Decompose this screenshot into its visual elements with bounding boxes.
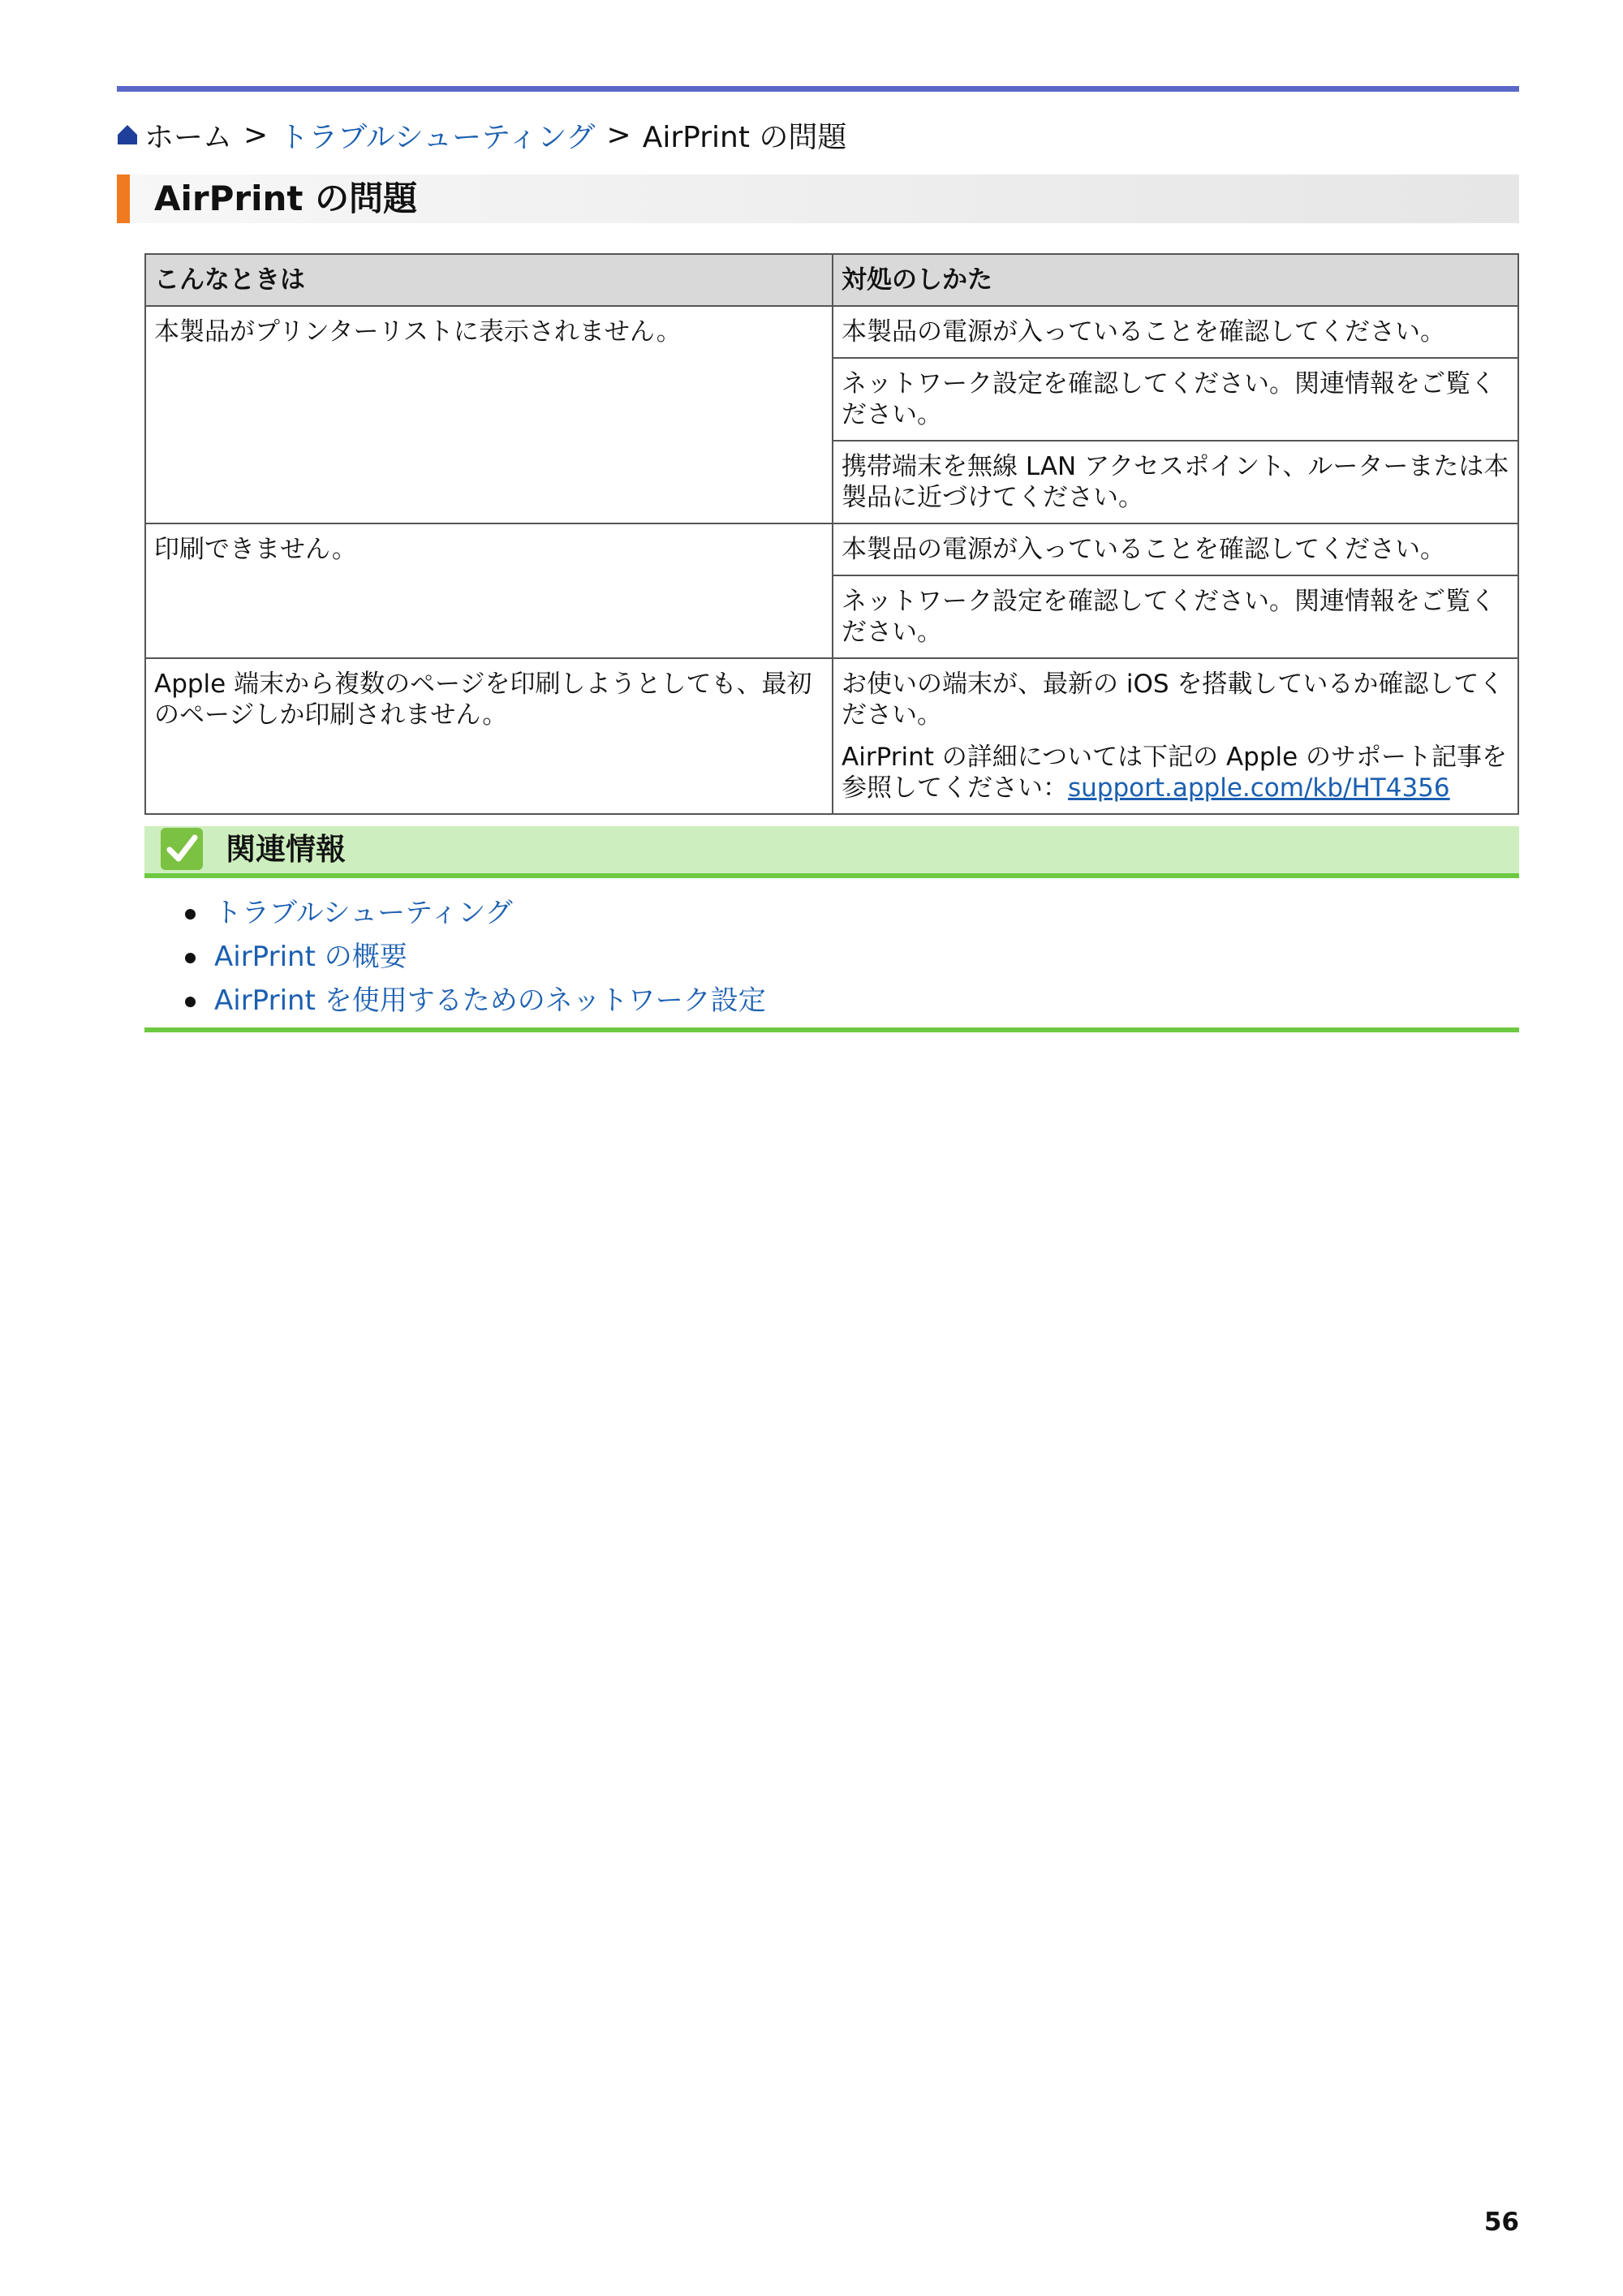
apple-support-link[interactable]: support.apple.com/kb/HT4356 — [1068, 773, 1450, 803]
table-row — [145, 523, 1518, 575]
header-solution: 対処のしかた — [833, 254, 1518, 306]
solution-cell: ネットワーク設定を確認してください。関連情報をご覧ください。 — [833, 575, 1518, 658]
bullet-icon — [185, 997, 196, 1007]
list-item — [144, 891, 1519, 935]
list-item — [144, 935, 1519, 979]
table-header-row — [145, 254, 1518, 306]
breadcrumb — [117, 114, 846, 156]
problem-cell: Apple 端末から複数のページを印刷しようとしても、最初のページしか印刷されません。 — [145, 658, 833, 814]
title-accent-bar — [117, 174, 130, 223]
bullet-icon — [185, 909, 196, 920]
breadcrumb-troubleshooting-link[interactable]: トラブルシューティング — [279, 120, 596, 154]
related-info-header — [144, 826, 1519, 878]
table-row — [145, 306, 1518, 358]
page-number: 56 — [1483, 2208, 1519, 2237]
solution-paragraph — [842, 742, 1509, 803]
top-rule — [117, 86, 1519, 92]
breadcrumb-separator: > — [243, 118, 269, 152]
related-info-title: 関連情報 — [226, 832, 346, 867]
checkmark-icon — [159, 826, 204, 872]
bullet-icon — [185, 953, 196, 963]
solution-cell: 本製品の電源が入っていることを確認してください。 — [833, 523, 1518, 575]
breadcrumb-home[interactable]: ホーム — [144, 120, 233, 154]
related-bottom-rule — [144, 1027, 1519, 1032]
home-icon[interactable] — [117, 123, 138, 146]
troubleshooting-table — [144, 253, 1519, 815]
solution-cell: 携帯端末を無線 LAN アクセスポイント、ルーターまたは本製品に近づけてください。 — [833, 441, 1518, 523]
table-row — [145, 658, 1518, 814]
solution-cell — [833, 658, 1518, 814]
solution-text: AirPrint の詳細については下記の Apple のサポート記事を参照してください： — [842, 743, 1508, 803]
solution-cell: 本製品の電源が入っていることを確認してください。 — [833, 306, 1518, 358]
problem-cell: 印刷できません。 — [145, 523, 833, 658]
solution-cell: ネットワーク設定を確認してください。関連情報をご覧ください。 — [833, 358, 1518, 441]
list-item — [144, 979, 1519, 1023]
related-link-troubleshooting[interactable]: トラブルシューティング — [214, 897, 513, 929]
related-link-airprint-network-settings[interactable]: AirPrint を使用するためのネットワーク設定 — [214, 984, 766, 1017]
breadcrumb-current: AirPrint の問題 — [642, 120, 847, 154]
page-title: AirPrint の問題 — [154, 179, 418, 218]
related-link-airprint-overview[interactable]: AirPrint の概要 — [214, 941, 407, 973]
related-info-list — [144, 891, 1519, 1023]
header-problem: こんなときは — [145, 254, 833, 306]
breadcrumb-separator: > — [606, 118, 631, 152]
title-bar — [117, 174, 1519, 223]
problem-cell: 本製品がプリンターリストに表示されません。 — [145, 306, 833, 523]
solution-paragraph: お使いの端末が、最新の iOS を搭載しているか確認してください。 — [842, 670, 1505, 730]
